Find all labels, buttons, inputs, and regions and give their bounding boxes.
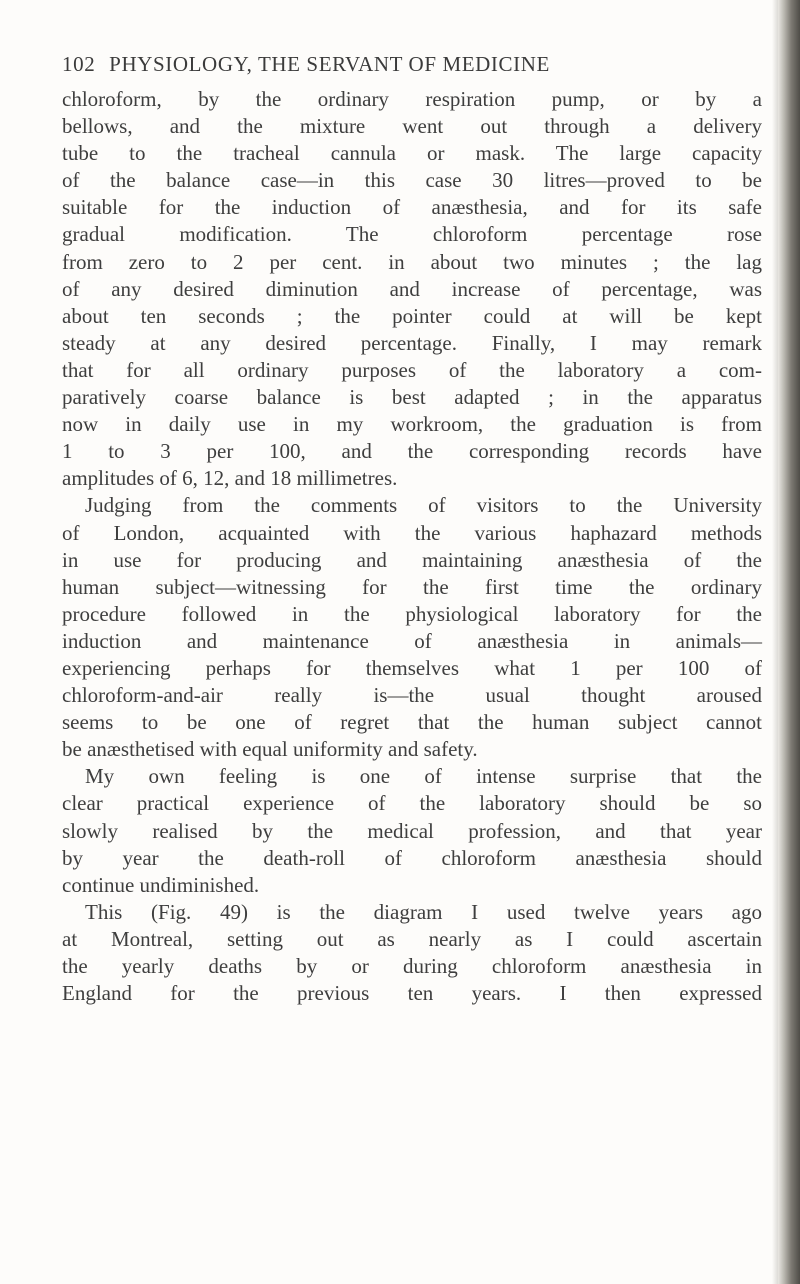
text-line: the yearly deaths by or during chloroform anæsthesia in: [62, 954, 762, 978]
running-header: [62, 52, 762, 77]
text-line: steady at any desired percentage. Finally, I may remark: [62, 330, 762, 355]
text-line: experiencing perhaps for themselves what 1 per 100 of: [62, 655, 762, 680]
text-line: of any desired diminution and increase of percentage, was: [62, 276, 762, 301]
text-line: 1 to 3 per 100, and the corresponding records have: [62, 439, 762, 464]
text-line: of the balance case—in this case 30 litres—proved to be: [62, 168, 762, 193]
text-line: This (Fig. 49) is the diagram I used twelve years ago: [85, 899, 762, 924]
text-line: induction and maintenance of anæsthesia in animals—: [62, 628, 762, 653]
text-line: by year the death-roll of chloroform anæsthesia should: [62, 845, 762, 870]
text-line: My own feeling is one of intense surprise that the: [85, 764, 762, 789]
text-line: human subject—witnessing for the first time the ordinary: [62, 574, 762, 599]
text-line: paratively coarse balance is best adapted ; in the apparatus: [62, 385, 762, 410]
body-text: [62, 86, 762, 1007]
text-line: chloroform-and-air really is—the usual thought aroused: [62, 683, 762, 708]
text-line: from zero to 2 per cent. in about two minutes ; the lag: [62, 249, 762, 274]
text-line: at Montreal, setting out as nearly as I could ascertain: [62, 926, 762, 951]
text-line: amplitudes of 6, 12, and 18 millimetres.: [62, 466, 398, 491]
page-number: 102: [62, 52, 96, 76]
text-line: that for all ordinary purposes of the laboratory a com-: [62, 357, 762, 382]
text-line: bellows, and the mixture went out through a delivery: [62, 114, 762, 139]
running-title: PHYSIOLOGY, THE SERVANT OF MEDICINE: [109, 52, 550, 76]
text-line: chloroform, by the ordinary respiration pump, or by a: [62, 87, 762, 111]
text-line: gradual modification. The chloroform percentage rose: [62, 222, 762, 247]
text-line: about ten seconds ; the pointer could at will be kept: [62, 303, 762, 328]
text-line: continue undiminished.: [62, 872, 260, 897]
book-binding-edge: [778, 0, 800, 1284]
text-line: suitable for the induction of anæsthesia, and for its safe: [62, 195, 762, 220]
text-line: in use for producing and maintaining anæsthesia of the: [62, 547, 762, 572]
text-line: of London, acquainted with the various haphazard methods: [62, 520, 762, 545]
text-line: procedure followed in the physiological laboratory for the: [62, 601, 762, 626]
text-line: be anæsthetised with equal uniformity and safety.: [62, 737, 478, 762]
text-line: seems to be one of regret that the human subject cannot: [62, 710, 762, 735]
text-line: tube to the tracheal cannula or mask. The large capacity: [62, 141, 762, 166]
text-line: clear practical experience of the laboratory should be so: [62, 791, 762, 816]
text-line: Judging from the comments of visitors to the University: [85, 493, 762, 518]
text-line: slowly realised by the medical profession, and that year: [62, 818, 762, 843]
text-line: now in daily use in my workroom, the graduation is from: [62, 412, 762, 437]
text-line: England for the previous ten years. I then expressed: [62, 981, 762, 1006]
